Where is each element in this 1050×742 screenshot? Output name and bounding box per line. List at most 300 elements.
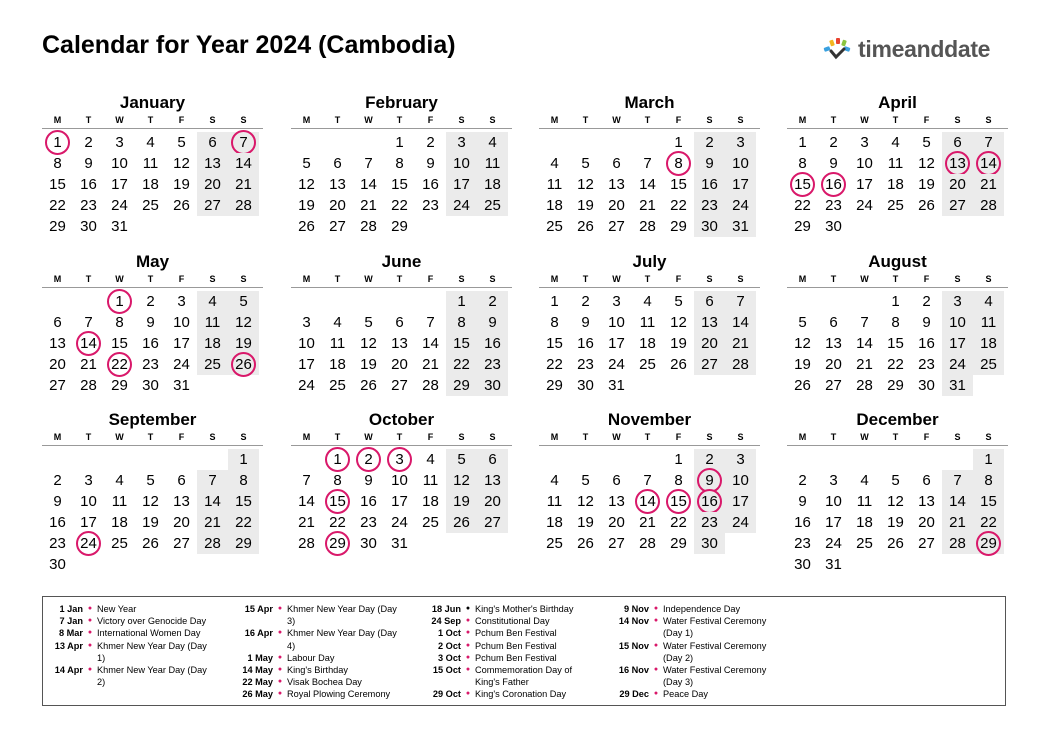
- holiday-day-cell: 29: [322, 533, 353, 554]
- day-cell: 20: [825, 356, 842, 373]
- day-cell: 17: [173, 335, 190, 352]
- day-cell: 10: [725, 470, 756, 491]
- day-cell: 31: [608, 377, 625, 394]
- day-cell: 12: [887, 493, 904, 510]
- day-cell: 28: [725, 354, 756, 375]
- day-cell: 21: [422, 356, 439, 373]
- day-cell: 16: [694, 174, 725, 195]
- day-cell: 19: [577, 197, 594, 214]
- legend-entry: [421, 627, 574, 639]
- weekday-header: M: [53, 115, 62, 125]
- day-cell: 8: [53, 155, 62, 172]
- day-cell: 10: [942, 312, 973, 333]
- holiday-day-cell: 1: [104, 291, 135, 312]
- day-cell: 24: [825, 535, 842, 552]
- day-cell: 18: [111, 514, 128, 531]
- legend-date: 16 Apr: [244, 628, 273, 639]
- day-cell: 9: [84, 155, 93, 172]
- weekday-header: S: [954, 432, 961, 442]
- day-cell: 27: [49, 377, 66, 394]
- day-cell: 6: [829, 314, 838, 331]
- timeanddate-logo-icon: [822, 37, 852, 61]
- day-cell: 6: [395, 314, 404, 331]
- day-cell: 25: [639, 356, 656, 373]
- day-cell: 24: [725, 195, 756, 216]
- day-cell: 5: [581, 155, 590, 172]
- day-cell: 18: [973, 333, 1004, 354]
- weekday-header: T: [85, 115, 92, 125]
- weekday-header: S: [737, 432, 744, 442]
- legend-date: 15 Apr: [244, 604, 273, 614]
- weekday-header-row: [42, 431, 263, 446]
- weekday-header: S: [706, 274, 713, 284]
- day-cell: 21: [973, 174, 1004, 195]
- weekday-header: F: [178, 115, 185, 125]
- month-name: April: [878, 93, 917, 112]
- day-cell: 13: [608, 493, 625, 510]
- day-cell: 6: [922, 472, 931, 489]
- day-cell: 8: [228, 470, 259, 491]
- weekday-header: T: [644, 432, 651, 442]
- day-cell: 11: [422, 472, 439, 489]
- month-january: [42, 92, 263, 239]
- legend-date: 22 May: [242, 677, 273, 688]
- bullet-icon: ●: [87, 617, 93, 625]
- day-cell: 21: [725, 333, 756, 354]
- month-name: May: [135, 252, 170, 271]
- day-cell: 24: [608, 356, 625, 373]
- weekday-header: S: [209, 274, 216, 284]
- weekday-header: W: [860, 274, 869, 284]
- day-cell: 22: [546, 356, 563, 373]
- month-may: [42, 251, 263, 398]
- weekday-header: T: [85, 274, 92, 284]
- day-cell: 15: [228, 491, 259, 512]
- day-cell: 18: [142, 176, 159, 193]
- day-cell: 28: [360, 218, 377, 235]
- legend-holiday-name: Visak Bochea Day: [287, 677, 362, 688]
- day-cell: 27: [918, 535, 935, 552]
- day-cell: 4: [426, 451, 435, 468]
- day-cell: 5: [146, 472, 155, 489]
- legend-entry: [43, 640, 207, 664]
- day-cell: 29: [887, 377, 904, 394]
- day-cell: 20: [391, 356, 408, 373]
- day-cell: 26: [918, 197, 935, 214]
- day-cell: 7: [942, 470, 973, 491]
- month-name: March: [624, 93, 675, 112]
- day-cell: 3: [177, 293, 186, 310]
- legend-holiday-name: Water Festival Ceremony (Day 1): [663, 616, 767, 639]
- day-cell: 19: [670, 335, 687, 352]
- day-cell: 1: [674, 134, 683, 151]
- day-cell: 31: [942, 375, 973, 396]
- month-name: November: [607, 410, 692, 429]
- day-cell: 27: [825, 377, 842, 394]
- legend-entry: [233, 664, 397, 676]
- legend-date: 29 Dec: [619, 689, 649, 700]
- day-cell: 20: [197, 174, 228, 195]
- weekday-header: W: [364, 432, 373, 442]
- day-cell: 8: [446, 312, 477, 333]
- day-cell: 23: [142, 356, 159, 373]
- holiday-day-cell: 2: [353, 449, 384, 470]
- day-cell: 30: [142, 377, 159, 394]
- day-cell: 15: [49, 176, 66, 193]
- weekday-header: F: [427, 432, 434, 442]
- weekday-header: T: [396, 432, 403, 442]
- legend-date: 1 Oct: [438, 628, 461, 639]
- day-cell: 19: [173, 176, 190, 193]
- weekday-header-row: [42, 114, 263, 129]
- day-cell: 14: [422, 335, 439, 352]
- day-cell: 30: [794, 556, 811, 573]
- day-cell: 28: [942, 533, 973, 554]
- day-cell: 17: [446, 174, 477, 195]
- day-cell: 24: [173, 356, 190, 373]
- day-cell: 2: [694, 132, 725, 153]
- weekday-header: M: [302, 115, 311, 125]
- day-cell: 21: [298, 514, 315, 531]
- day-cell: 26: [142, 535, 159, 552]
- legend-entry: [609, 688, 766, 700]
- weekday-header: W: [612, 274, 621, 284]
- weekday-header: S: [489, 432, 496, 442]
- day-grid: [787, 446, 1008, 573]
- day-cell: 4: [891, 134, 900, 151]
- day-cell: 30: [577, 377, 594, 394]
- day-cell: 16: [794, 514, 811, 531]
- weekday-header: T: [830, 274, 837, 284]
- day-grid: [787, 288, 1008, 398]
- day-cell: 25: [142, 197, 159, 214]
- day-cell: 15: [111, 335, 128, 352]
- bullet-icon: ●: [653, 690, 659, 698]
- day-cell: 18: [546, 514, 563, 531]
- day-cell: 4: [550, 155, 559, 172]
- legend-date: 24 Sep: [431, 616, 461, 627]
- day-cell: 6: [694, 291, 725, 312]
- day-cell: 28: [80, 377, 97, 394]
- weekday-header-row: [539, 431, 760, 446]
- legend-entry: [421, 664, 574, 688]
- day-cell: 14: [298, 493, 315, 510]
- day-cell: 20: [608, 514, 625, 531]
- day-cell: 27: [173, 535, 190, 552]
- day-cell: 6: [197, 132, 228, 153]
- day-cell: 2: [53, 472, 62, 489]
- month-september: [42, 409, 263, 573]
- weekday-header: M: [798, 274, 807, 284]
- weekday-header: T: [892, 115, 899, 125]
- day-cell: 10: [825, 493, 842, 510]
- month-name: January: [119, 93, 186, 112]
- weekday-header: F: [427, 115, 434, 125]
- day-cell: 21: [639, 514, 656, 531]
- day-cell: 9: [146, 314, 155, 331]
- weekday-header: M: [53, 274, 62, 284]
- day-cell: 20: [173, 514, 190, 531]
- day-cell: 9: [426, 155, 435, 172]
- legend-entry: [43, 664, 207, 688]
- day-cell: 18: [856, 514, 873, 531]
- weekday-header: W: [115, 432, 124, 442]
- legend-holiday-name: Pchum Ben Festival: [475, 652, 557, 663]
- day-cell: 22: [49, 197, 66, 214]
- weekday-header: T: [396, 115, 403, 125]
- day-cell: 21: [360, 197, 377, 214]
- day-cell: 16: [477, 333, 508, 354]
- legend-date: 1 Jan: [59, 604, 83, 614]
- legend-holiday-name: Labour Day: [287, 652, 335, 663]
- legend-holiday-name: Pchum Ben Festival: [475, 640, 557, 651]
- day-cell: 23: [694, 195, 725, 216]
- day-cell: 20: [608, 197, 625, 214]
- weekday-header: F: [675, 274, 682, 284]
- legend-date: 16 Nov: [618, 665, 649, 676]
- day-cell: 28: [639, 218, 656, 235]
- day-cell: 28: [639, 535, 656, 552]
- legend-holiday-name: Water Festival Ceremony (Day 3): [663, 665, 767, 688]
- legend-holiday-name: King's Mother's Birthday: [475, 604, 574, 614]
- holiday-day-cell: 22: [104, 354, 135, 375]
- weekday-header: W: [115, 115, 124, 125]
- day-cell: 24: [391, 514, 408, 531]
- weekday-header: T: [582, 115, 589, 125]
- day-cell: 26: [446, 512, 477, 533]
- day-cell: 12: [228, 312, 259, 333]
- day-cell: 29: [228, 533, 259, 554]
- month-name: June: [381, 252, 422, 271]
- holiday-legend: [42, 596, 1006, 706]
- day-cell: 22: [228, 512, 259, 533]
- bullet-icon: ●: [653, 666, 659, 674]
- day-cell: 18: [887, 176, 904, 193]
- day-cell: 11: [856, 493, 873, 510]
- day-cell: 11: [639, 314, 656, 331]
- day-cell: 7: [643, 155, 652, 172]
- weekday-header-row: [291, 431, 512, 446]
- month-name: December: [856, 410, 939, 429]
- day-cell: 23: [477, 354, 508, 375]
- month-april: [787, 92, 1008, 239]
- day-cell: 2: [84, 134, 93, 151]
- legend-holiday-name: Peace Day: [663, 689, 708, 700]
- day-cell: 20: [477, 491, 508, 512]
- day-cell: 5: [302, 155, 311, 172]
- day-cell: 3: [725, 449, 756, 470]
- legend-holiday-name: Victory over Genocide Day: [97, 616, 207, 627]
- day-cell: 28: [422, 377, 439, 394]
- bullet-icon: ●: [277, 678, 283, 686]
- day-cell: 22: [670, 197, 687, 214]
- bullet-icon: ●: [465, 666, 471, 674]
- day-cell: 18: [546, 197, 563, 214]
- day-cell: 29: [111, 377, 128, 394]
- day-cell: 23: [694, 512, 725, 533]
- day-cell: 21: [228, 174, 259, 195]
- bullet-icon: ●: [87, 641, 93, 649]
- weekday-header: T: [644, 274, 651, 284]
- bullet-icon: ●: [277, 629, 283, 637]
- day-cell: 5: [228, 291, 259, 312]
- weekday-header: S: [737, 115, 744, 125]
- legend-date: 15 Nov: [618, 640, 649, 651]
- day-cell: 21: [856, 356, 873, 373]
- holiday-day-cell: 14: [73, 333, 104, 354]
- month-name: September: [108, 410, 197, 429]
- day-cell: 12: [360, 335, 377, 352]
- weekday-header: T: [147, 432, 154, 442]
- day-cell: 11: [197, 312, 228, 333]
- month-february: [291, 92, 512, 239]
- legend-holiday-name: Independence Day: [663, 604, 741, 614]
- bullet-icon: ●: [277, 690, 283, 698]
- holiday-day-cell: 16: [694, 491, 725, 512]
- day-cell: 24: [856, 197, 873, 214]
- day-cell: 7: [643, 472, 652, 489]
- day-cell: 1: [674, 451, 683, 468]
- day-cell: 20: [694, 333, 725, 354]
- legend-entry: [233, 652, 397, 664]
- legend-holiday-name: Khmer New Year Day (Day 2): [97, 665, 207, 688]
- day-cell: 1: [228, 449, 259, 470]
- day-cell: 5: [446, 449, 477, 470]
- day-cell: 7: [197, 470, 228, 491]
- day-cell: 27: [391, 377, 408, 394]
- day-cell: 3: [725, 132, 756, 153]
- legend-holiday-name: International Women Day: [97, 628, 201, 639]
- day-cell: 24: [298, 377, 315, 394]
- day-cell: 2: [829, 134, 838, 151]
- day-cell: 11: [329, 335, 346, 352]
- day-cell: 12: [577, 493, 594, 510]
- weekday-header: S: [954, 274, 961, 284]
- day-cell: 28: [197, 533, 228, 554]
- day-cell: 1: [798, 134, 807, 151]
- day-cell: 19: [360, 356, 377, 373]
- day-cell: 11: [546, 176, 563, 193]
- day-cell: 23: [360, 514, 377, 531]
- day-cell: 2: [798, 472, 807, 489]
- day-cell: 19: [887, 514, 904, 531]
- day-cell: 15: [446, 333, 477, 354]
- weekday-header: M: [53, 432, 62, 442]
- weekday-header: F: [675, 115, 682, 125]
- legend-date: 14 May: [242, 665, 273, 676]
- legend-date: 7 Jan: [59, 616, 83, 627]
- day-cell: 29: [546, 377, 563, 394]
- weekday-header: S: [458, 274, 465, 284]
- day-cell: 12: [173, 155, 190, 172]
- month-july: [539, 251, 760, 398]
- weekday-header: M: [302, 432, 311, 442]
- bullet-icon: ●: [653, 605, 659, 612]
- day-cell: 5: [922, 134, 931, 151]
- day-cell: 2: [922, 293, 931, 310]
- legend-entry: [43, 603, 207, 615]
- day-cell: 3: [860, 134, 869, 151]
- day-cell: 3: [302, 314, 311, 331]
- day-grid: [42, 129, 263, 239]
- day-cell: 10: [391, 472, 408, 489]
- day-cell: 16: [577, 335, 594, 352]
- day-cell: 8: [333, 472, 342, 489]
- day-cell: 30: [918, 377, 935, 394]
- day-cell: 17: [111, 176, 128, 193]
- timeanddate-logo[interactable]: [822, 34, 990, 64]
- day-cell: 28: [973, 195, 1004, 216]
- day-cell: 18: [477, 174, 508, 195]
- holiday-day-cell: 1: [322, 449, 353, 470]
- holiday-day-cell: 14: [973, 153, 1004, 174]
- legend-entry: [609, 615, 766, 639]
- day-cell: 31: [111, 218, 128, 235]
- day-cell: 3: [115, 134, 124, 151]
- day-cell: 20: [329, 197, 346, 214]
- day-cell: 16: [360, 493, 377, 510]
- day-cell: 9: [477, 312, 508, 333]
- legend-entry: [421, 652, 574, 664]
- day-cell: 26: [577, 218, 594, 235]
- day-cell: 9: [829, 155, 838, 172]
- weekday-header: T: [147, 115, 154, 125]
- day-cell: 27: [329, 218, 346, 235]
- weekday-header: W: [612, 115, 621, 125]
- day-cell: 27: [942, 195, 973, 216]
- day-cell: 9: [53, 493, 62, 510]
- day-cell: 1: [973, 449, 1004, 470]
- day-cell: 12: [670, 314, 687, 331]
- weekday-header: W: [860, 115, 869, 125]
- holiday-day-cell: 13: [942, 153, 973, 174]
- day-cell: 4: [146, 134, 155, 151]
- day-cell: 25: [973, 354, 1004, 375]
- holiday-day-cell: 1: [42, 132, 73, 153]
- day-cell: 7: [302, 472, 311, 489]
- day-cell: 4: [643, 293, 652, 310]
- day-cell: 12: [794, 335, 811, 352]
- day-cell: 18: [422, 493, 439, 510]
- day-cell: 6: [53, 314, 62, 331]
- day-cell: 14: [856, 335, 873, 352]
- day-cell: 3: [612, 293, 621, 310]
- weekday-header: T: [334, 115, 341, 125]
- day-cell: 4: [477, 132, 508, 153]
- day-cell: 29: [446, 375, 477, 396]
- day-cell: 10: [298, 335, 315, 352]
- weekday-header: F: [923, 432, 930, 442]
- legend-holiday-name: Water Festival Ceremony (Day 2): [663, 640, 767, 663]
- logo-text: timeanddate: [858, 35, 991, 62]
- day-grid: [42, 288, 263, 398]
- day-cell: 26: [577, 535, 594, 552]
- bullet-icon: ●: [465, 641, 471, 649]
- month-june: [291, 251, 512, 398]
- day-cell: 29: [794, 218, 811, 235]
- holiday-day-cell: 8: [663, 153, 694, 174]
- bullet-icon: ●: [465, 605, 471, 612]
- day-cell: 27: [608, 535, 625, 552]
- holiday-day-cell: 14: [632, 491, 663, 512]
- day-cell: 9: [798, 493, 807, 510]
- day-grid: [291, 446, 512, 556]
- legend-holiday-name: Khmer New Year Day (Day 4): [287, 628, 397, 651]
- day-cell: 1: [550, 293, 559, 310]
- day-cell: 31: [173, 377, 190, 394]
- weekday-header-row: [539, 273, 760, 288]
- bullet-icon: ●: [87, 605, 93, 612]
